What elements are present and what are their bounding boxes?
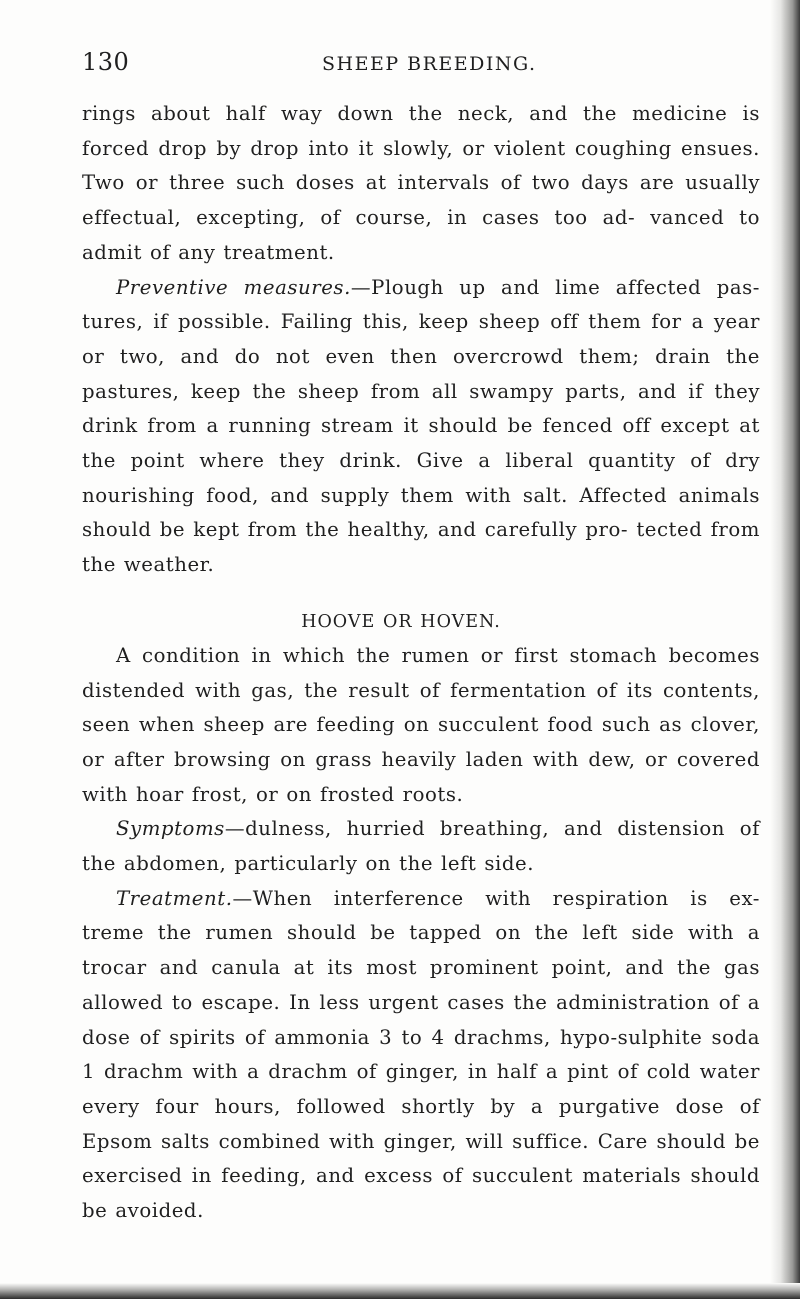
running-head (82, 48, 762, 84)
preventive-measures-label: Preventive measures. (116, 275, 351, 299)
page-edge-shadow-right (770, 0, 800, 1299)
treatment-paragraph (82, 882, 760, 1229)
symptoms-label: Symptoms (116, 817, 225, 841)
symptoms-paragraph (82, 812, 760, 881)
running-title: SHEEP BREEDING. (322, 53, 537, 75)
page-number: 130 (82, 48, 130, 76)
definition-paragraph: A condition in which the rumen or first stomach becomes distended with gas, the result of fermentation of its contents, seen when sheep are feeding on succulent food such as clover, or after browsing on grass heavily laden with dew, or covered with hoar frost, or on frosted roots. (82, 643, 760, 806)
body-text (82, 97, 760, 1229)
preventive-measures-paragraph (82, 271, 760, 583)
section-heading: HOOVE OR HOVEN. (301, 611, 501, 632)
page-edge-shadow-bottom (0, 1283, 800, 1299)
treatment-label: Treatment. (116, 886, 233, 910)
continuation-paragraph: rings about half way down the neck, and the medicine is forced drop by drop into it slowly, or violent coughing ensues. Two or three such doses at intervals of two days are usually effectual, excepting, of course, in cases too ad- vanced to admit of any treatment. (82, 102, 760, 264)
treatment-text: —When interference with respiration is ex- treme the rumen should be tapped on the left side with a trocar and canula at its most prominent point, and the gas allowed to escape. In less urgent cases the administration of a dose of spirits of ammonia 3 to 4 drachms, hypo-sulphite soda 1 drachm with a drachm of ginger, in half a pint of cold water every four hours, followed shortly by a purgative dose of Epsom salts combined with ginger, will suffice. Care should be exercised in feeding, and excess of succulent materials should be avoided. (82, 886, 760, 1223)
preventive-measures-text: —Plough up and lime affected pas- tures, if possible. Failing this, keep sheep off them for a year or two, and do not even then overcrowd them; drain the pastures, keep the sheep from all swampy parts, and if they drink from a running stream it should be fenced off except at the point where they drink. Give a liberal quantity of dry nourishing food, and supply them with salt. Affected animals should be kept from the healthy, and carefully pro- tected from the weather. (82, 275, 761, 577)
symptoms-text: —dulness, hurried breathing, and distension of the abdomen, particularly on the left side. (82, 817, 760, 876)
